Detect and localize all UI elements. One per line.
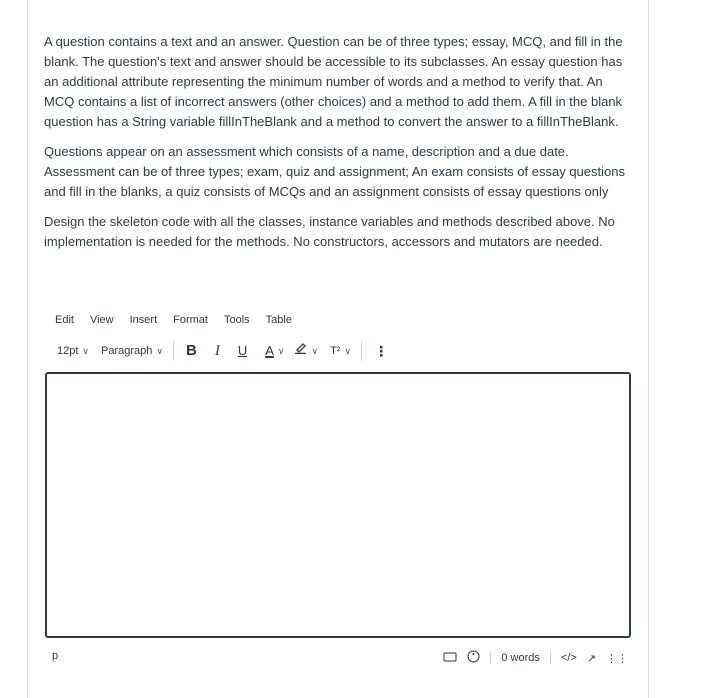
chevron-down-icon: ∨	[82, 346, 90, 356]
font-size-value: 12pt	[57, 345, 79, 357]
menu-format[interactable]: Format	[173, 314, 208, 326]
bold-button[interactable]: B	[185, 342, 197, 359]
chevron-down-icon: ∨	[311, 346, 319, 356]
toolbar-divider	[361, 341, 362, 361]
highlighter-icon	[294, 341, 307, 361]
block-format-dropdown[interactable]	[101, 341, 163, 361]
italic-button[interactable]: I	[214, 343, 220, 359]
question-text	[44, 32, 636, 262]
fullscreen-icon[interactable]: ↗	[586, 652, 596, 665]
menu-edit[interactable]: Edit	[55, 314, 74, 326]
question-paragraph: A question contains a text and an answer. Question can be of three types; essay, MCQ, and fill in the blank. The question's text and answer should be accessible to its subclasses. An essay question has an additional attribute representing the minimum number of words and a method to verify that. An MCQ contains a list of incorrect answers (other choices) and a method to add them. A fill in the blank question has a String variable fillInTheBlank and a method to convert the answer to a fillInTheBlank.	[44, 34, 623, 129]
toolbar-divider	[173, 341, 174, 361]
rich-text-editor[interactable]	[45, 372, 631, 638]
question-paragraph: Design the skeleton code with all the classes, instance variables and methods described above. No implementation is needed for the methods. No constructors, accessors and mutators are needed.	[44, 214, 615, 249]
menu-tools[interactable]: Tools	[223, 314, 250, 326]
superscript-icon: T²	[330, 345, 341, 357]
chevron-down-icon: ∨	[344, 346, 352, 356]
resize-handle-icon[interactable]: ⋮⋮	[606, 652, 628, 665]
highlight-color-button[interactable]	[294, 341, 318, 361]
text-color-button[interactable]	[265, 341, 284, 361]
chevron-down-icon: ∨	[277, 346, 285, 356]
superscript-button[interactable]	[330, 341, 351, 361]
menu-insert[interactable]: Insert	[129, 314, 158, 326]
more-options-icon[interactable]: ⋮	[374, 343, 389, 359]
accessibility-checker-icon[interactable]	[467, 650, 480, 666]
html-editor-toggle[interactable]: </>	[560, 652, 577, 664]
chevron-down-icon: ∨	[156, 346, 163, 356]
underline-button[interactable]: U	[237, 343, 248, 358]
statusbar-divider	[550, 652, 551, 664]
menu-table[interactable]: Table	[265, 314, 292, 326]
editor-menubar	[46, 311, 300, 329]
statusbar-divider	[490, 652, 491, 664]
menu-view[interactable]: View	[89, 314, 114, 326]
editor-toolbar	[46, 341, 388, 361]
font-size-dropdown[interactable]	[57, 341, 89, 361]
question-paragraph: Questions appear on an assessment which consists of a name, description and a due date. Assessment can be of three types; exam, quiz and assignment; An exam consists of essay questions and fill in the blanks, a quiz consists of MCQs and an assignment consists of essay questions only	[44, 144, 625, 199]
text-color-icon: A	[265, 343, 274, 358]
keyboard-shortcuts-icon[interactable]	[443, 651, 457, 666]
word-count[interactable]: 0 words	[501, 652, 540, 664]
block-format-value: Paragraph	[101, 345, 153, 357]
editor-statusbar	[46, 650, 628, 664]
element-path[interactable]: p	[52, 650, 59, 662]
